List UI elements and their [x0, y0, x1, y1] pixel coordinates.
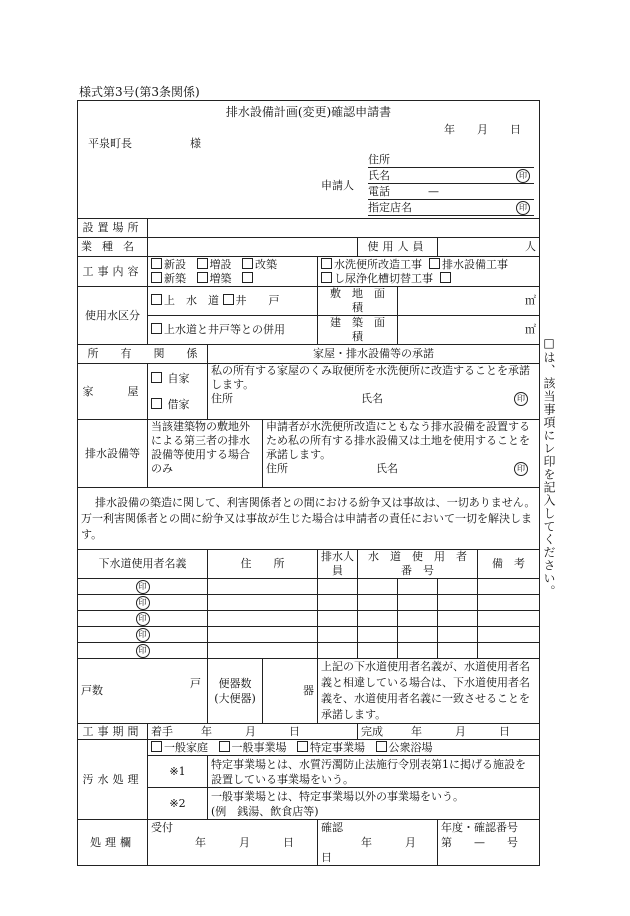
sewer-user-cell[interactable]: [78, 611, 208, 627]
checkbox[interactable]: [219, 741, 230, 752]
note1-mark: ※1: [148, 756, 208, 788]
checkbox[interactable]: [151, 272, 162, 283]
area-unit: ㎡: [525, 294, 537, 307]
location-label: 設置場所: [78, 219, 148, 238]
water-no-cell[interactable]: [358, 627, 398, 643]
work-type: 排水設備工事: [442, 257, 508, 271]
drain-persons-header: 排水人員: [318, 550, 358, 579]
table-row: [78, 643, 540, 659]
owner-name-label: 氏名: [376, 462, 398, 475]
house-consent-text: 私の所有する家屋のくみ取便所を水洗便所に改造することを承諾します。: [211, 364, 530, 391]
work-option: 増築: [209, 271, 232, 285]
house-label: 家 屋: [78, 364, 148, 420]
seal-icon: 印: [516, 169, 530, 183]
period-label: 工事期間: [78, 724, 148, 740]
drain-persons-cell[interactable]: [318, 627, 358, 643]
phone-dash: —: [428, 185, 439, 198]
water-no-cell[interactable]: [438, 579, 478, 595]
house-own: 自家: [167, 371, 190, 385]
work-option: 新設: [164, 257, 186, 271]
start-label: 着手: [151, 724, 173, 738]
finish-label: 完成: [361, 724, 383, 738]
side-note: □は、該当事項にレ印を記入してください。: [542, 336, 556, 598]
name-mismatch-text: 上記の下水道使用者名義が、水道使用者名義と相違している場合は、下水道使用者名義を、水道使用者名義に一致させることを承諾します。: [318, 659, 540, 724]
header-block: [78, 101, 540, 219]
note2-text: 一般事業場とは、特定事業場以外の事業場をいう。: [211, 789, 464, 803]
sama: 様: [190, 137, 201, 150]
note2-mark: ※2: [148, 788, 208, 820]
toilets-sub: (大便器): [214, 692, 256, 705]
confirm-no-label: 年度・確認番号: [441, 821, 518, 834]
sewer-user-header: 下水道使用者名義: [78, 550, 208, 579]
households-cell[interactable]: [78, 659, 208, 724]
water-option-combined: 上水道と井戸等との併用: [164, 323, 285, 336]
processing-label: 処理欄: [78, 820, 148, 866]
water-no-cell[interactable]: [358, 595, 398, 611]
checkbox[interactable]: [151, 258, 162, 269]
checkbox[interactable]: [242, 272, 253, 283]
finish-field[interactable]: [358, 724, 540, 740]
water-no-cell[interactable]: [398, 595, 438, 611]
households-unit: 戸: [190, 677, 201, 690]
sewage-option: 一般事業場: [231, 740, 287, 754]
work-type: 水洗便所改造工事: [334, 257, 422, 271]
note2-cell: [208, 788, 540, 820]
checkbox[interactable]: [242, 258, 253, 269]
drain-consent: [263, 420, 540, 488]
drain-consent-text: 申請者が水洗便所改造にともなう排水設備を設置するため私の所有する排水設備又は土地を使用することを承諾します。: [266, 420, 530, 461]
owner-consent-header: 家屋・排水設備等の承諾: [208, 345, 540, 364]
sewer-user-cell[interactable]: [78, 643, 208, 659]
owner-address-label: 住所: [211, 392, 233, 405]
water-option-well: 井 戸: [235, 294, 280, 307]
address-field[interactable]: [368, 153, 534, 168]
work-option: 増設: [209, 257, 232, 271]
business-field[interactable]: [148, 238, 358, 257]
users-unit: 人: [525, 240, 537, 253]
table-row: [78, 627, 540, 643]
checkbox[interactable]: [321, 258, 332, 269]
dispute-text: 排水設備の築造に関して、利害関係者との間における紛争又は事故は、一切ありません。万一利害関係者との間に紛争又は事故が生じた場合は申請者の責任において一切を解決します。: [78, 488, 540, 550]
checkbox[interactable]: [321, 272, 332, 283]
confirm-date: 年 月 日: [321, 836, 449, 864]
received-label: 受付: [151, 821, 173, 834]
phone-field[interactable]: [368, 185, 534, 200]
finish-date: 年 月 日: [410, 724, 510, 738]
water-no-cell[interactable]: [438, 595, 478, 611]
building-area-field[interactable]: [398, 316, 540, 345]
sewer-user-cell[interactable]: [78, 579, 208, 595]
households-label: 戸数: [81, 684, 103, 697]
date-line: 年 月 日: [444, 123, 522, 136]
users-field[interactable]: [438, 238, 540, 257]
site-area-label: 敷 地 面 積: [318, 287, 398, 316]
applicant-label: 申請人: [321, 179, 354, 192]
address-label: 住所: [368, 153, 390, 166]
drain-label: 排水設備等: [78, 420, 148, 488]
table-row: [78, 611, 540, 627]
users-label: 使用人員: [358, 238, 438, 257]
business-label: 業種名: [78, 238, 148, 257]
address-cell[interactable]: [208, 643, 318, 659]
house-rent: 借家: [167, 397, 190, 411]
sewer-user-cell[interactable]: [78, 595, 208, 611]
address-cell[interactable]: [208, 611, 318, 627]
start-field[interactable]: [148, 724, 358, 740]
checkbox[interactable]: [151, 398, 162, 409]
remarks-cell[interactable]: [478, 595, 540, 611]
address-cell[interactable]: [208, 627, 318, 643]
drain-third-party: 当該建築物の敷地外による第三者の排水設備等使用する場合のみ: [148, 420, 263, 488]
address-cell[interactable]: [208, 595, 318, 611]
remarks-cell[interactable]: [478, 627, 540, 643]
name-field[interactable]: [368, 169, 534, 184]
water-no-cell[interactable]: [398, 643, 438, 659]
remarks-cell[interactable]: [478, 579, 540, 595]
checkbox[interactable]: [197, 258, 208, 269]
work-label: 工事内容: [78, 257, 148, 287]
water-no-cell[interactable]: [358, 579, 398, 595]
sewage-option: 特定事業場: [310, 740, 365, 754]
confirm-no-cell[interactable]: [438, 820, 540, 866]
water-options[interactable]: [148, 287, 318, 316]
checkbox[interactable]: [151, 741, 162, 752]
work-option: 改築: [255, 257, 277, 271]
checkbox[interactable]: [223, 294, 234, 305]
water-no-header: 水 道 使 用 者 番 号: [358, 550, 478, 579]
sewage-label: 汚水処理: [78, 740, 148, 820]
water-no-cell[interactable]: [438, 611, 478, 627]
house-options[interactable]: [148, 364, 208, 420]
form-code: 様式第3号(第3条関係): [79, 85, 200, 99]
note2-example: (例 銭湯、飲食店等): [211, 804, 319, 818]
owner-address-label: 住所: [266, 462, 288, 475]
remarks-header: 備 考: [478, 550, 540, 579]
water-label: 使用水区分: [78, 287, 148, 345]
seal-icon: 印: [514, 392, 528, 406]
table-row: [78, 595, 540, 611]
received-cell[interactable]: [148, 820, 318, 866]
water-no-cell[interactable]: [398, 611, 438, 627]
application-form: [77, 100, 540, 866]
house-consent: [208, 364, 540, 420]
water-no-cell[interactable]: [358, 611, 398, 627]
drain-persons-cell[interactable]: [318, 611, 358, 627]
checkbox[interactable]: [151, 323, 162, 334]
store-label: 指定店名: [368, 201, 412, 214]
water-option-public: 上 水 道: [164, 294, 219, 307]
sewage-option: 公衆浴場: [388, 740, 433, 754]
confirm-cell[interactable]: [318, 820, 449, 866]
name-label: 氏名: [368, 169, 390, 182]
note1-text: 特定事業場とは、水質汚濁防止法施行令別表第1に掲げる施設を設置している事業場をいう。: [208, 756, 540, 788]
received-date: 年 月 日: [195, 836, 294, 849]
checkbox[interactable]: [429, 258, 440, 269]
seal-icon: 印: [136, 580, 150, 594]
sewer-user-cell[interactable]: [78, 627, 208, 643]
phone-label: 電話: [368, 185, 390, 198]
address-cell[interactable]: [208, 579, 318, 595]
work-type: し尿浄化槽切替工事: [334, 271, 433, 285]
addressee: 平泉町長: [88, 137, 132, 150]
toilets-label: 便器数: [218, 677, 252, 690]
seal-icon: 印: [516, 201, 530, 215]
owner-label: 所 有 関 係: [78, 345, 208, 364]
toilets-label-cell: [208, 659, 263, 724]
sewage-options[interactable]: [148, 740, 540, 756]
form-title: 排水設備計画(変更)確認申請書: [225, 105, 392, 119]
water-no-cell[interactable]: [358, 643, 398, 659]
water-no-cell[interactable]: [398, 579, 438, 595]
water-no-cell[interactable]: [438, 627, 478, 643]
confirm-no-value: 第 — 号: [441, 836, 518, 849]
checkbox[interactable]: [376, 741, 387, 752]
owner-name-label: 氏名: [361, 392, 383, 405]
work-option: 新築: [164, 271, 186, 285]
water-no-cell[interactable]: [438, 643, 478, 659]
work-types[interactable]: [318, 257, 540, 287]
seal-icon: 印: [136, 644, 150, 658]
toilets-field[interactable]: [263, 659, 318, 724]
drain-persons-cell[interactable]: [318, 643, 358, 659]
remarks-cell[interactable]: [478, 643, 540, 659]
water-no-cell[interactable]: [398, 627, 438, 643]
seal-icon: 印: [136, 596, 150, 610]
site-area-field[interactable]: [398, 287, 540, 316]
seal-icon: 印: [514, 462, 528, 476]
checkbox[interactable]: [440, 272, 451, 283]
seal-icon: 印: [136, 628, 150, 642]
address-header: 住 所: [208, 550, 318, 579]
area-unit: ㎡: [525, 323, 537, 336]
confirm-label: 確認: [321, 821, 343, 834]
checkbox[interactable]: [151, 372, 162, 383]
checkbox[interactable]: [297, 741, 308, 752]
drain-persons-cell[interactable]: [318, 579, 358, 595]
store-field[interactable]: [368, 201, 534, 216]
checkbox[interactable]: [197, 272, 208, 283]
work-options[interactable]: [148, 257, 318, 287]
start-date: 年 月 日: [200, 724, 300, 738]
building-area-label: 建 築 面 積: [318, 316, 398, 345]
location-field[interactable]: [148, 219, 540, 238]
toilets-unit: 器: [303, 684, 314, 697]
table-row: [78, 579, 540, 595]
sewage-option: 一般家庭: [164, 740, 208, 754]
checkbox[interactable]: [151, 294, 162, 305]
remarks-cell[interactable]: [478, 611, 540, 627]
water-options[interactable]: [148, 316, 318, 345]
seal-icon: 印: [136, 612, 150, 626]
drain-persons-cell[interactable]: [318, 595, 358, 611]
